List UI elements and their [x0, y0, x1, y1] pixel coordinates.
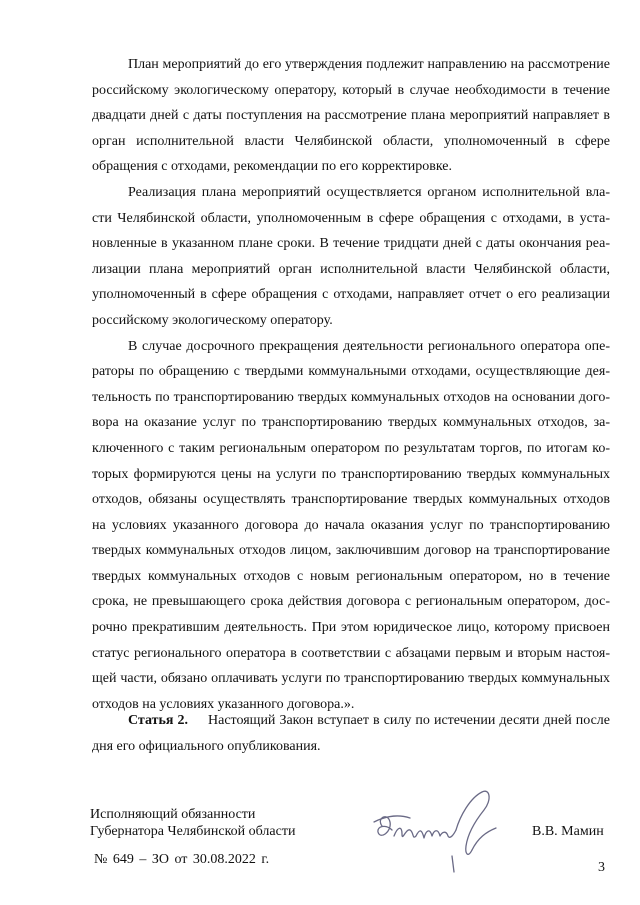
signer-title: [90, 806, 295, 840]
document-body: [92, 52, 610, 717]
paragraph-early-termination: В случае досрочного прекращения деятельности регионального оператора операторы по обращению с твердыми коммунальными отходами, осуществляющие деятельность по транспортированию твердых коммунальных отходов на основании договора на оказание услуг по транспортированию твердых коммунальных отходов, заключенного с таким региональным оператором по результатам торгов, по итогам которых формируются цены на услуги по транспортированию твердых коммунальных отходов, обязаны осуществлять транспортирование твердых коммунальных отходов на условиях указанного договора до начала оказания услуг по транспортированию твердых коммунальных отходов лицом, заключившим договор на транспортирование твердых коммунальных отходов с новым региональным оператором, но в течение срока, не превышающего срока действия договора с региональным оператором, досрочно прекратившим деятельность. При этом юридическое лицо, которому присвоен статус регионального оператора в соответствии с абзацами первым и вторым настоящей части, обязано оплачивать услуги по транспортированию твердых коммунальных отходов на условиях указанного договора.».: [92, 338, 610, 712]
article-text: Настоящий Закон вступает в силу по истечении десяти дней после дня его официального опубликования.: [92, 713, 610, 754]
article-2: [92, 708, 610, 759]
handwritten-signature: [368, 786, 504, 876]
paragraph-plan-review: План мероприятий до его утверждения подлежит направлению на рассмотрение российскому экологическому оператору, который в случае необходимости в течение двадцати дней с даты поступления на рассмотрение плана мероприятий направляет в орган исполнительной власти Челябинской области, уполномоченный в сфере обращения с отходами, рекомендации по его корректировке.: [92, 57, 610, 175]
paragraph-plan-implementation: Реализация плана мероприятий осуществляется органом исполнительной власти Челябинской области, уполномоченным в сфере обращения с отходами, в установленные в указанном плане сроки. В течение тридцати дней с даты окончания реализации плана мероприятий орган исполнительной власти Челябинской области, уполномоченный в сфере обращения с отходами, направляет отчет о его реализации российскому экологическому оператору.: [92, 184, 610, 328]
page-number: 3: [598, 860, 605, 875]
signer-name: В.В. Мамин: [532, 824, 604, 839]
registration-number: № 649 – ЗО от 30.08.2022 г.: [94, 852, 270, 867]
signer-title-line-1: Исполняющий обязанности: [90, 807, 256, 822]
signer-title-line-2: Губернатора Челябинской области: [90, 824, 296, 839]
article-label: Статья 2.: [128, 713, 189, 728]
